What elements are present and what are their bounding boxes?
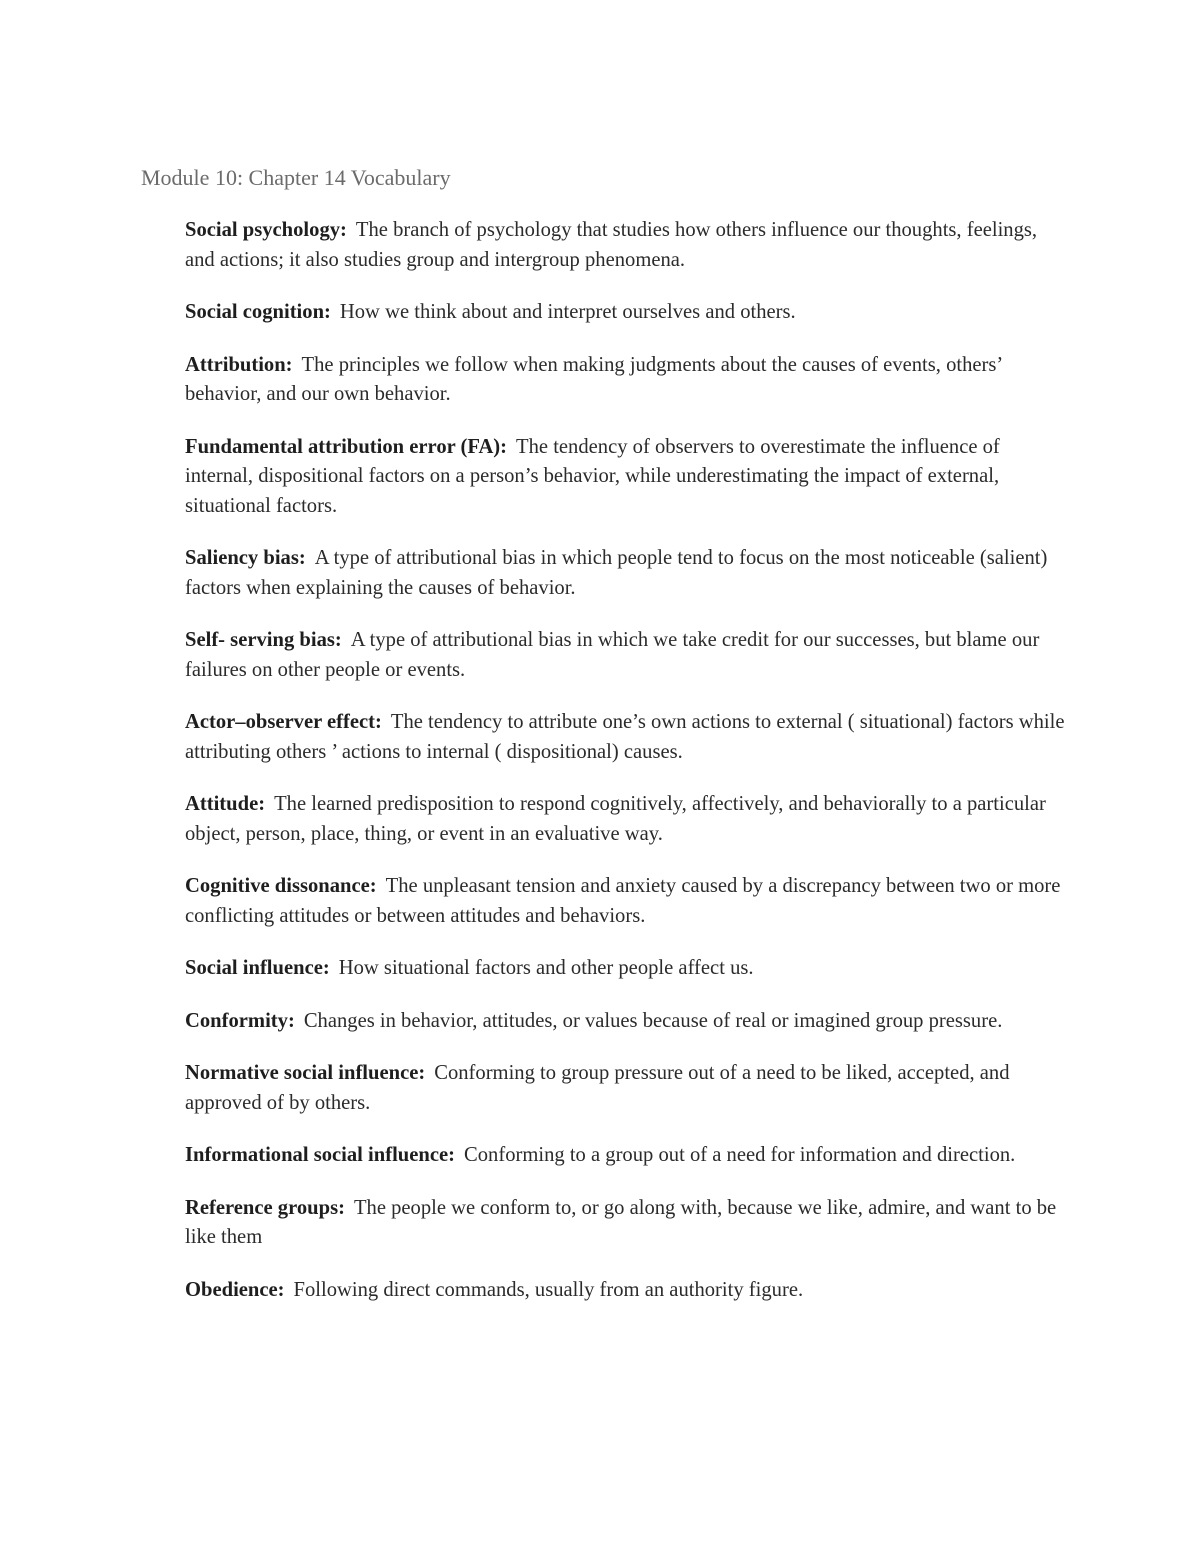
vocabulary-term: Attribution: xyxy=(185,353,293,376)
vocabulary-entry xyxy=(185,1059,1070,1118)
vocabulary-definition: How situational factors and other people affect us. xyxy=(338,957,754,979)
vocabulary-entry xyxy=(185,544,1070,603)
vocabulary-list xyxy=(185,216,1070,1328)
vocabulary-entry xyxy=(185,1194,1070,1253)
vocabulary-definition: The unpleasant tension and anxiety caused by a discrepancy between two or more conflicting attitudes or between attitudes and behaviors. xyxy=(185,875,1061,927)
vocabulary-term: Attitude: xyxy=(185,793,266,815)
vocabulary-definition: Following direct commands, usually from an authority figure. xyxy=(293,1278,804,1301)
vocabulary-term: Obedience: xyxy=(185,1278,285,1301)
vocabulary-entry xyxy=(185,351,1070,410)
vocabulary-entry xyxy=(185,954,1070,984)
page-title: Module 10: Chapter 14 Vocabulary xyxy=(141,165,451,190)
vocabulary-term: Cognitive dissonance: xyxy=(185,875,377,897)
vocabulary-term: Fundamental attribution error (FA): xyxy=(185,435,508,458)
vocabulary-definition: The principles we follow when making judgments about the causes of events, others’ behavior, and our own behavior. xyxy=(185,353,1002,405)
vocabulary-definition: How we think about and interpret ourselves and others. xyxy=(339,301,796,323)
vocabulary-definition: The tendency of observers to overestimate the influence of internal, dispositional factors on a person’s behavior, while underestimating the impact of external, situational factors. xyxy=(185,435,1000,517)
vocabulary-definition: Conforming to a group out of a need for information and direction. xyxy=(464,1144,1016,1166)
vocabulary-entry xyxy=(185,872,1070,931)
vocabulary-definition: The people we conform to, or go along with, because we like, admire, and want to be like them xyxy=(185,1196,1057,1248)
vocabulary-definition: Conforming to group pressure out of a need to be liked, accepted, and approved of by others. xyxy=(185,1062,1010,1114)
vocabulary-definition: A type of attributional bias in which we take credit for our successes, but blame our failures on other people or events. xyxy=(185,629,1040,681)
vocabulary-term: Self- serving bias: xyxy=(185,629,342,651)
vocabulary-term: Informational social influence: xyxy=(185,1144,455,1166)
vocabulary-entry xyxy=(185,626,1070,685)
vocabulary-entry xyxy=(185,708,1070,767)
vocabulary-term: Actor–observer effect: xyxy=(185,711,382,733)
vocabulary-entry xyxy=(185,1276,1070,1306)
vocabulary-entry xyxy=(185,1141,1070,1171)
vocabulary-term: Conformity: xyxy=(185,1009,295,1032)
vocabulary-definition: The learned predisposition to respond cognitively, affectively, and behaviorally to a particular object, person, place, thing, or event in an evaluative way. xyxy=(185,793,1046,845)
vocabulary-definition: The branch of psychology that studies how others influence our thoughts, feelings, and actions; it also studies group and intergroup phenomena. xyxy=(185,219,1038,271)
vocabulary-definition: The tendency to attribute one’s own actions to external ( situational) factors while attributing others ’ actions to internal ( dispositional) causes. xyxy=(185,711,1065,763)
vocabulary-term: Normative social influence: xyxy=(185,1062,426,1084)
vocabulary-definition: Changes in behavior, attitudes, or values because of real or imagined group pressure. xyxy=(303,1009,1003,1032)
vocabulary-entry xyxy=(185,298,1070,328)
vocabulary-term: Social psychology: xyxy=(185,219,347,241)
vocabulary-entry xyxy=(185,216,1070,275)
vocabulary-entry xyxy=(185,433,1070,522)
vocabulary-definition: A type of attributional bias in which people tend to focus on the most noticeable (salient) factors when explaining the causes of behavior. xyxy=(185,547,1048,599)
vocabulary-entry xyxy=(185,1007,1070,1037)
vocabulary-term: Reference groups: xyxy=(185,1196,345,1219)
vocabulary-term: Social influence: xyxy=(185,957,330,979)
vocabulary-term: Saliency bias: xyxy=(185,547,306,569)
vocabulary-entry xyxy=(185,790,1070,849)
vocabulary-term: Social cognition: xyxy=(185,301,331,323)
